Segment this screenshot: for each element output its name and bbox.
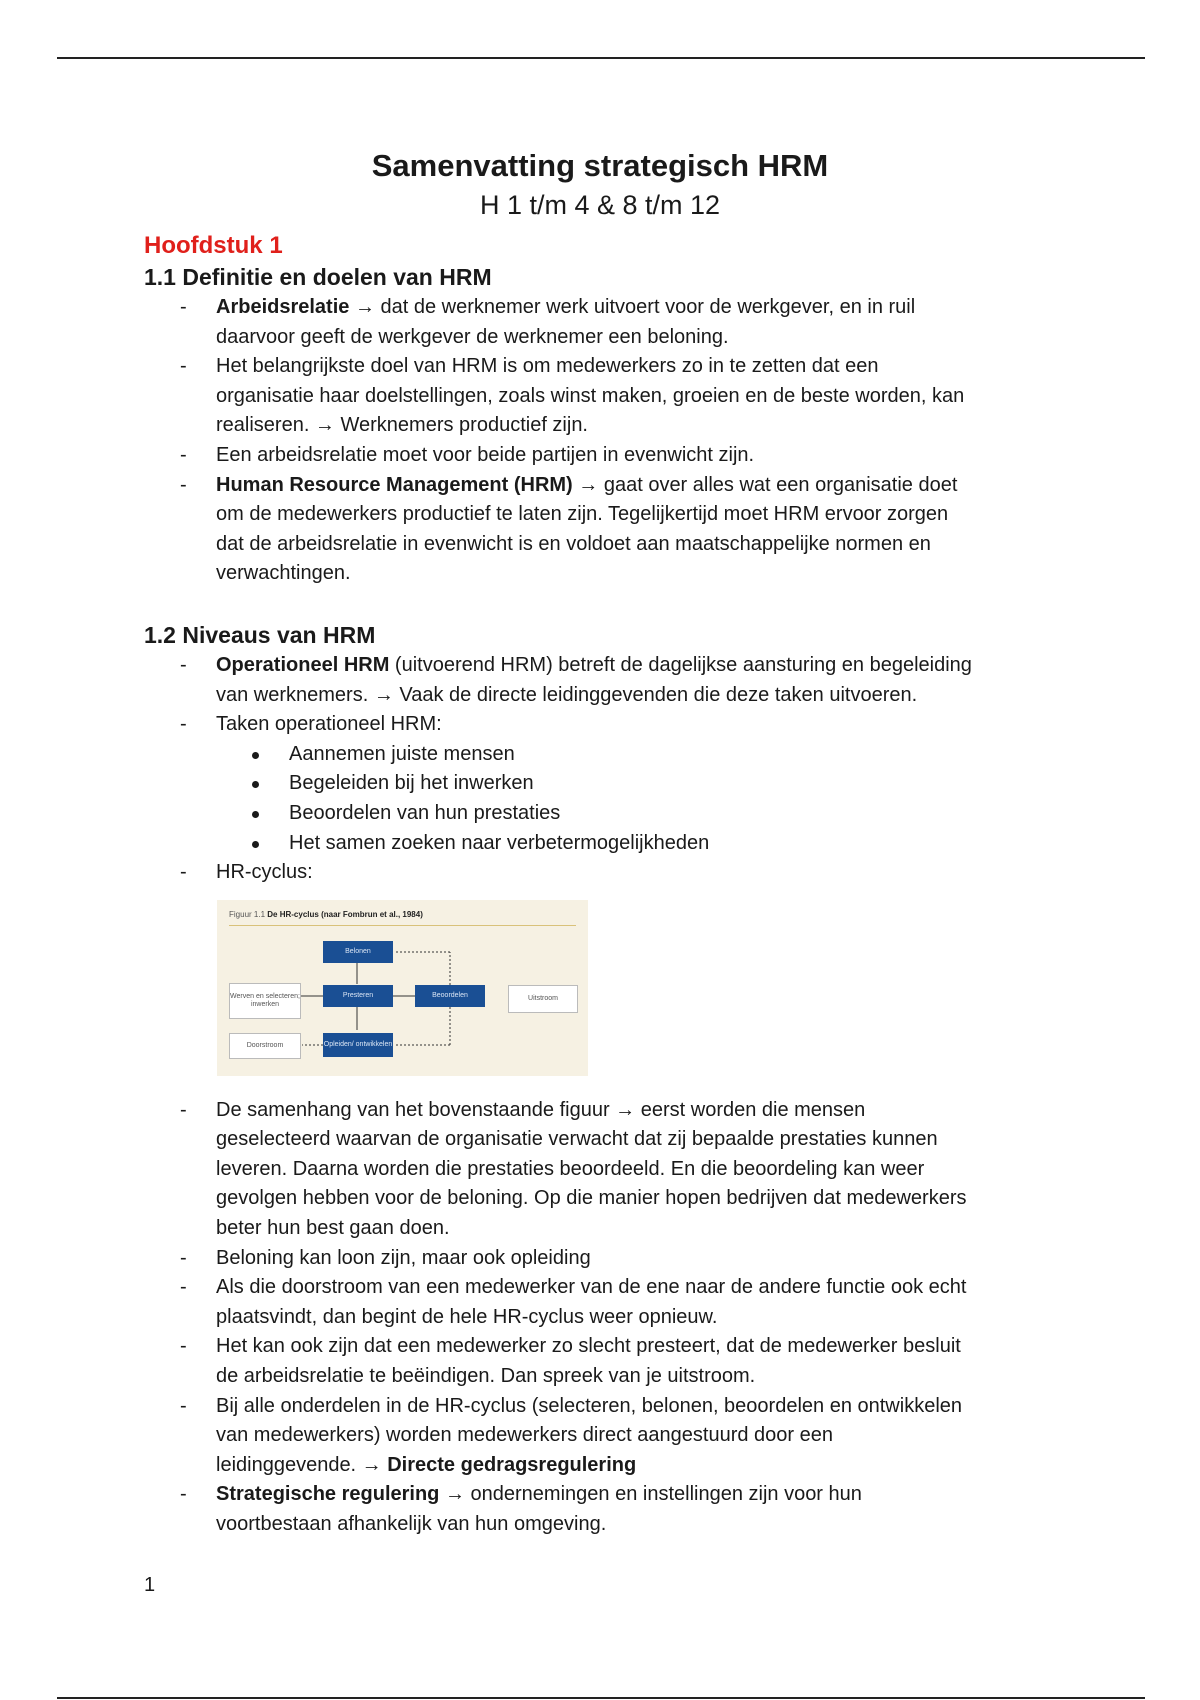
item-text: → ondernemingen en instellingen zijn voor hun [439,1483,862,1506]
list-item [144,1332,1104,1391]
bullet-dot [252,841,259,848]
item-line [216,710,1104,740]
item-text: Een arbeidsrelatie moet voor beide partijen in evenwicht zijn. [216,443,755,466]
section-heading: 1.2 Niveaus van HRM [144,621,376,648]
item-line [216,858,1104,888]
item-line [216,1332,1104,1362]
bullet-dot [252,752,259,759]
item-text: van werknemers. → Vaak de directe leidinggevenden die deze taken uitvoeren. [216,683,918,706]
dash-bullet: - [180,861,187,884]
item-text: Taken operationeel HRM: [216,713,442,736]
figure-box-belonen: Belonen [323,941,393,963]
item-term: Strategische regulering [216,1483,440,1506]
item-text: leveren. Daarna worden die prestaties beoordeeld. En die beoordeling kan weer [216,1157,925,1180]
item-text: de arbeidsrelatie te beëindigen. Dan spreek van je uitstroom. [216,1365,756,1388]
item-line [216,530,1104,560]
bullet-dot [252,781,259,788]
figure-box-uitstroom: Uitstroom [508,985,578,1013]
sub-list-item [144,740,1104,770]
item-line [216,500,1104,530]
item-line [216,1421,1104,1451]
sub-item-text: Begeleiden bij het inwerken [289,772,534,795]
item-term: Arbeidsrelatie [216,296,350,318]
section-heading: 1.1 Definitie en doelen van HRM [144,264,492,290]
item-text: → gaat over alles wat een organisatie doet [572,473,958,496]
item-line [216,1184,1104,1214]
item-line [216,559,1104,589]
item-line [216,1510,1104,1540]
figure-box-doorstroom: Doorstroom [229,1033,301,1059]
item-line [216,651,1104,681]
item-text: van medewerkers) worden medewerkers direct aangestuurd door een [216,1424,833,1447]
item-line [216,471,1104,501]
item-text: (uitvoerend HRM) betreft de dagelijkse aansturing en begeleiding [389,653,972,676]
list-item [144,441,1104,471]
item-line [216,1451,1104,1481]
dash-bullet: - [180,713,187,736]
figure-box-opleiden: Opleiden/ ontwikkelen [323,1033,393,1057]
item-line [216,382,1104,412]
figure-box-presteren: Presteren [323,985,393,1007]
item-line [216,681,1104,711]
dash-bullet: - [180,296,187,318]
item-text: realiseren. → Werknemers productief zijn. [216,414,588,437]
item-text: plaatsvindt, dan begint de hele HR-cyclus weer opnieuw. [216,1305,718,1328]
sub-list-item [144,769,1104,799]
dash-bullet: - [180,1276,187,1299]
item-text: Het belangrijkste doel van HRM is om medewerkers zo in te zetten dat een [216,355,879,378]
sub-list-item [144,799,1104,829]
item-text: daarvoor geeft de werkgever de werknemer een beloning. [216,325,729,348]
item-text: geselecteerd waarvan de organisatie verwacht dat zij bepaalde prestaties kunnen [216,1128,938,1151]
list-item [144,710,1104,740]
dash-bullet: - [180,1098,187,1121]
item-text: leidinggevende. → [216,1453,388,1476]
item-text: HR-cyclus: [216,861,313,884]
item-term: Human Resource Management (HRM) [216,473,573,496]
figure-caption-title: De HR-cyclus (naar Fombrun et al., 1984) [267,909,423,919]
item-line [216,1392,1104,1422]
item-line [216,1096,1104,1126]
document-subtitle: H 1 t/m 4 & 8 t/m 12 [479,190,721,220]
item-text: organisatie haar doelstellingen, zoals winst maken, groeien en de beste worden, kan [216,384,965,407]
item-text: gevolgen hebben voor de beloning. Op die manier hopen bedrijven dat medewerkers [216,1187,967,1210]
item-line [216,1244,1104,1274]
item-text: Als die doorstroom van een medewerker van de ene naar de andere functie ook echt [216,1276,967,1299]
bullet-dot [252,811,259,818]
item-text: Het kan ook zijn dat een medewerker zo slecht presteert, dat de medewerker besluit [216,1335,961,1358]
dash-bullet: - [180,1335,187,1358]
item-term: Operationeel HRM [216,653,390,676]
dash-bullet: - [180,1394,187,1417]
item-text: Bij alle onderdelen in de HR-cyclus (selecteren, belonen, beoordelen en ontwikkelen [216,1394,963,1417]
bottom-rule [57,1697,1145,1699]
figure-box-werven: Werven en selecteren; inwerken [229,983,301,1019]
title-block [0,146,1200,224]
sub-list-item [144,829,1104,859]
dash-bullet: - [180,1483,187,1506]
item-line [216,1480,1104,1510]
hr-cycle-figure [217,900,588,1076]
item-text: beter hun best gaan doen. [216,1217,450,1240]
figure-caption-prefix: Figuur 1.1 [229,909,266,919]
item-text: De samenhang van het bovenstaande figuur → eerst worden die mensen [216,1098,866,1121]
list-item [144,293,1104,352]
list-item [144,352,1104,441]
item-line [216,323,1104,353]
item-line [216,1214,1104,1244]
list-item [144,1392,1104,1481]
item-text: verwachtingen. [216,562,351,585]
item-line [216,1273,1104,1303]
item-line [216,1303,1104,1333]
list-item [144,1480,1104,1539]
list-item [144,1096,1104,1244]
item-text: Beloning kan loon zijn, maar ook opleiding [216,1246,591,1269]
list-item [144,651,1104,710]
chapter-heading: Hoofdstuk 1 [144,232,283,259]
page-number: 1 [144,1574,156,1596]
list-item [144,1273,1104,1332]
sub-item-text: Aannemen juiste mensen [289,742,515,765]
item-text: om de medewerkers productief te laten zijn. Tegelijkertijd moet HRM ervoor zorgen [216,503,949,526]
item-line [216,441,1104,471]
document-title: Samenvatting strategisch HRM [371,148,829,183]
dash-bullet: - [180,355,187,378]
dash-bullet: - [180,653,187,676]
dash-bullet: - [180,1246,187,1269]
item-text: dat de arbeidsrelatie in evenwicht is en voldoet aan maatschappelijke normen en [216,532,931,555]
sub-item-text: Het samen zoeken naar verbetermogelijkheden [289,831,710,854]
sub-item-text: Beoordelen van hun prestaties [289,801,561,824]
dash-bullet: - [180,443,187,466]
dash-bullet: - [180,473,187,496]
list-item [144,471,1104,589]
list-item [144,858,1104,888]
list-item [144,1244,1104,1274]
item-line [216,1125,1104,1155]
document-body [144,231,1104,1540]
item-line [216,411,1104,441]
item-line [216,293,1104,323]
figure-box-beoordelen: Beoordelen [415,985,485,1007]
item-conclusion: Directe gedragsregulering [387,1453,637,1476]
item-line [216,1155,1104,1185]
top-rule [57,57,1145,59]
item-line [216,352,1104,382]
item-text: voortbestaan afhankelijk van hun omgeving. [216,1513,607,1535]
item-text: → dat de werknemer werk uitvoert voor de werkgever, en in ruil [349,296,916,318]
item-line [216,1362,1104,1392]
